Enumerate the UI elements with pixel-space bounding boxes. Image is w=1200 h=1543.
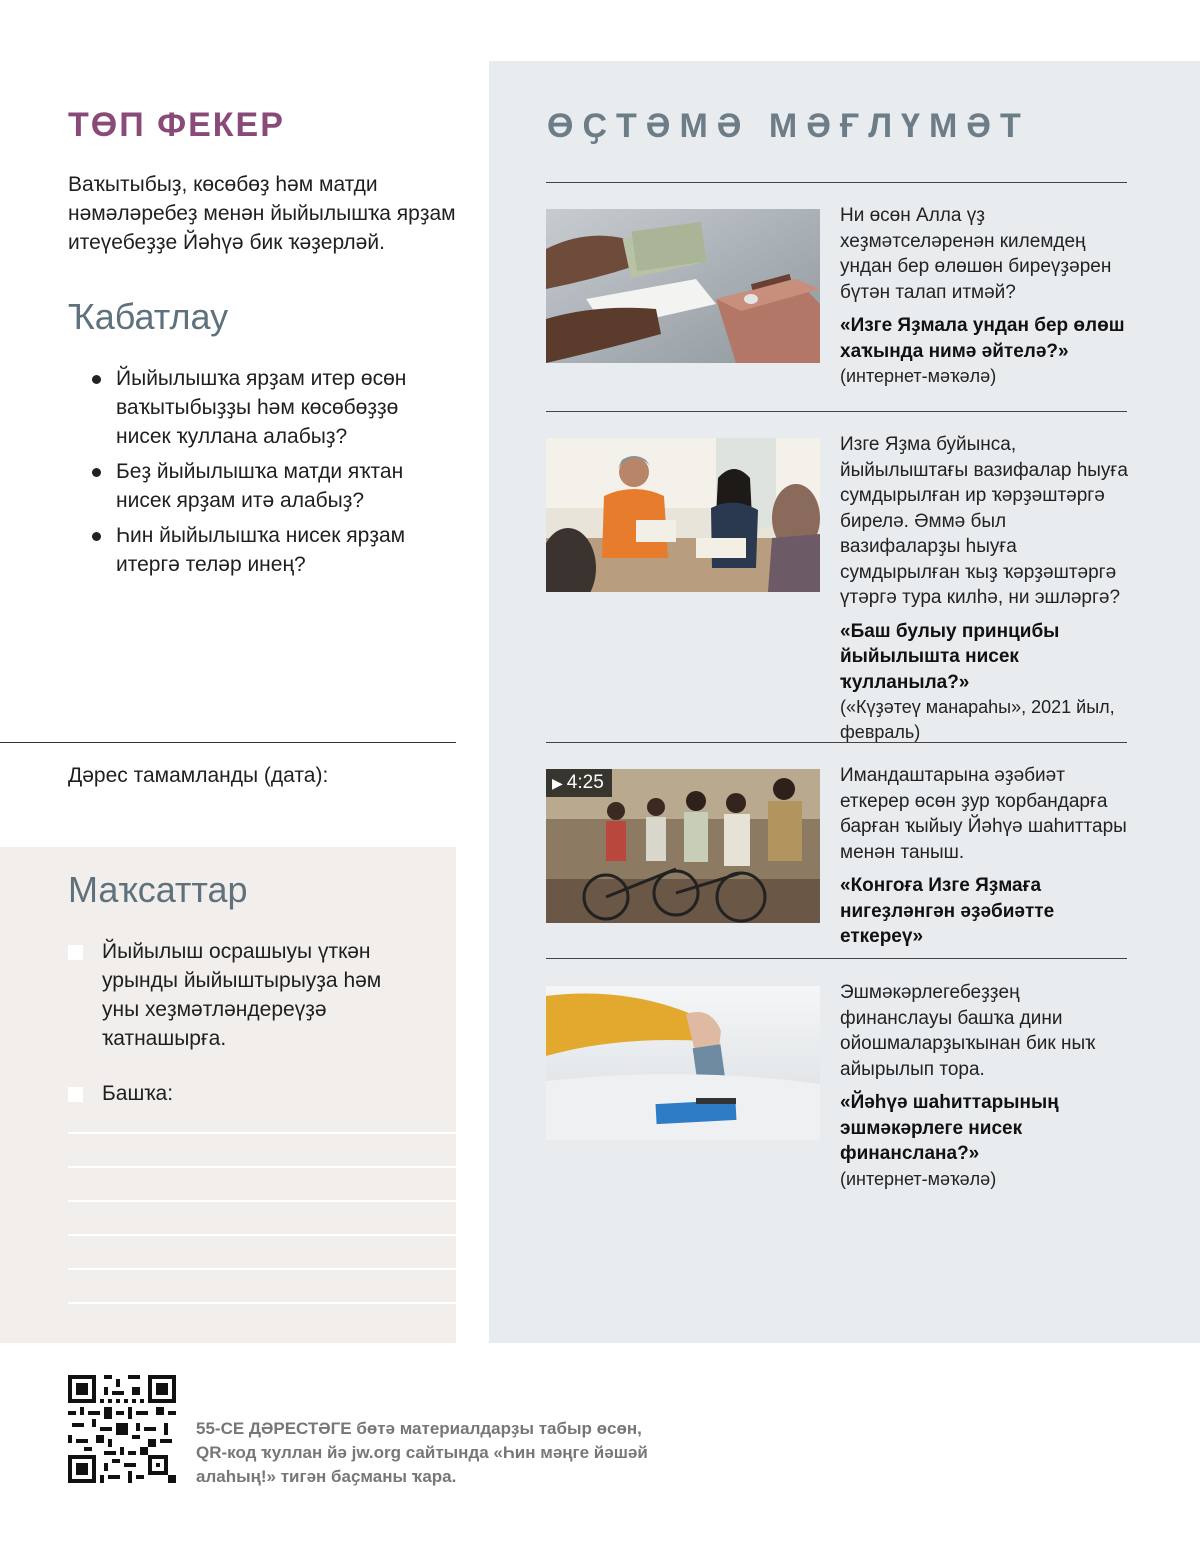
write-line[interactable]	[68, 1268, 456, 1270]
goal-item-other[interactable]: Башҡа:	[68, 1079, 408, 1108]
bullet-icon	[92, 532, 101, 541]
resource-description: Изге Яҙма буйынса, йыйылыштағы вазифалар һыуға сумдырылған ир ҡәрҙәштәргә бирелә. Әммә был вазифаларҙы һыуға сумдырылған ҡыҙ ҡәрҙәштәргә үтәргә тура килһә, ни эшләргә?	[840, 434, 1128, 608]
write-line[interactable]	[68, 1132, 456, 1134]
resource-description: Ни өсөн Алла үҙ хеҙмәтселәренән килемдең ундан бер өлөшөн биреүҙәрен бүтән талап итмәй?	[840, 205, 1112, 303]
money-envelope-image[interactable]	[546, 209, 820, 363]
checkbox[interactable]	[68, 945, 83, 960]
resource-source: (интернет-мәҡәлә)	[840, 366, 997, 386]
review-question: Йыйылышҡа ярҙам итер өсөн ваҡытыбыҙҙы һәм көсөбөҙҙө нисек ҡуллана алабыҙ?	[90, 364, 450, 451]
divider	[546, 742, 1127, 743]
goal-item[interactable]: Йыйылыш осрашыуы үткән урынды йыйыштырыуҙа һәм уны хеҙмәтләндереүҙә ҡатнашырға.	[68, 937, 408, 1053]
resource-title-link[interactable]: «Конгоға Изге Яҙмаға нигеҙләнгән әҙәбиәтте еткереү»	[840, 875, 1055, 947]
bicycles-video-image[interactable]	[546, 769, 820, 923]
main-idea-heading: ТӨП ФЕКЕР	[68, 106, 285, 144]
video-duration-badge[interactable]: ▶ 4:25	[546, 769, 612, 797]
resource-title-link[interactable]: «Баш булыу принцибы йыйылышта нисек ҡулланыла?»	[840, 620, 1060, 693]
resource-source: (интернет-мәҡәлә)	[840, 1168, 997, 1189]
divider	[0, 742, 456, 743]
review-questions	[90, 364, 450, 585]
play-icon[interactable]: ▶	[552, 775, 563, 791]
more-info-panel	[489, 61, 1200, 1343]
strengthen-heading: Ҡабатлау	[68, 296, 229, 337]
goals-heading: Маҡсаттар	[68, 869, 248, 910]
divider	[546, 411, 1127, 412]
write-line[interactable]	[68, 1166, 456, 1168]
women-meeting-image[interactable]	[546, 438, 820, 592]
review-question: Беҙ йыйылышҡа матди яҡтан нисек ярҙам итә алабыҙ?	[90, 457, 450, 515]
checkbox[interactable]	[68, 1087, 83, 1102]
divider	[546, 182, 1127, 183]
more-info-heading: ӨҪТӘМӘ МӘҒЛҮМӘТ	[547, 107, 1030, 145]
resource-description: Имандаштарына әҙәбиәт еткерер өсөн ҙур ҡорбандарға барған ҡыйыу Йәһүә шаһиттары менән таныш.	[840, 765, 1127, 863]
divider	[546, 958, 1127, 959]
review-question: Һин йыйылышҡа нисек ярҙам итергә теләр инең?	[90, 521, 450, 579]
resource-description: Эшмәкәрлегебеҙҙең финанслаyы башҡа дини ойошмаларҙыҡынан бик ныҡ айырылып тора.	[840, 982, 1096, 1080]
resource-title-link[interactable]: «Изге Яҙмала ундан бер өлөш хаҡында нимә әйтелә?»	[840, 315, 1125, 362]
main-idea-text: Ваҡытыбыҙ, көсөбөҙ һәм матди нәмәләребеҙ менән йыйылышҡа ярҙам итеүебеҙҙе Йәһүә бик ҡәҙерләй.	[68, 173, 456, 254]
footer-note: 55-СЕ ДӘРЕСТӘГЕ бөтә материалдарҙы табыр өсөн, QR-код ҡуллан йә jw.org сайтында «Һин мәңге йәшәй алаһың!» тигән баҫманы ҡара.	[196, 1419, 648, 1486]
donation-slot-image[interactable]	[546, 986, 820, 1140]
resource-source: («Күҙәтеү манараһы», 2021 йыл, февраль)	[840, 697, 1115, 742]
bullet-icon	[92, 375, 101, 384]
goals-panel	[0, 847, 456, 1343]
write-line[interactable]	[68, 1200, 456, 1202]
resource-title-link[interactable]: «Йәһүә шаһиттарының эшмәкәрлеге нисек финанслана?»	[840, 1092, 1059, 1164]
write-line[interactable]	[68, 1302, 456, 1304]
lesson-completed-label: Дәрес тамамланды (дата):	[68, 764, 329, 787]
write-line[interactable]	[68, 1234, 456, 1236]
qr-code-icon[interactable]	[68, 1375, 176, 1483]
bullet-icon	[92, 468, 101, 477]
